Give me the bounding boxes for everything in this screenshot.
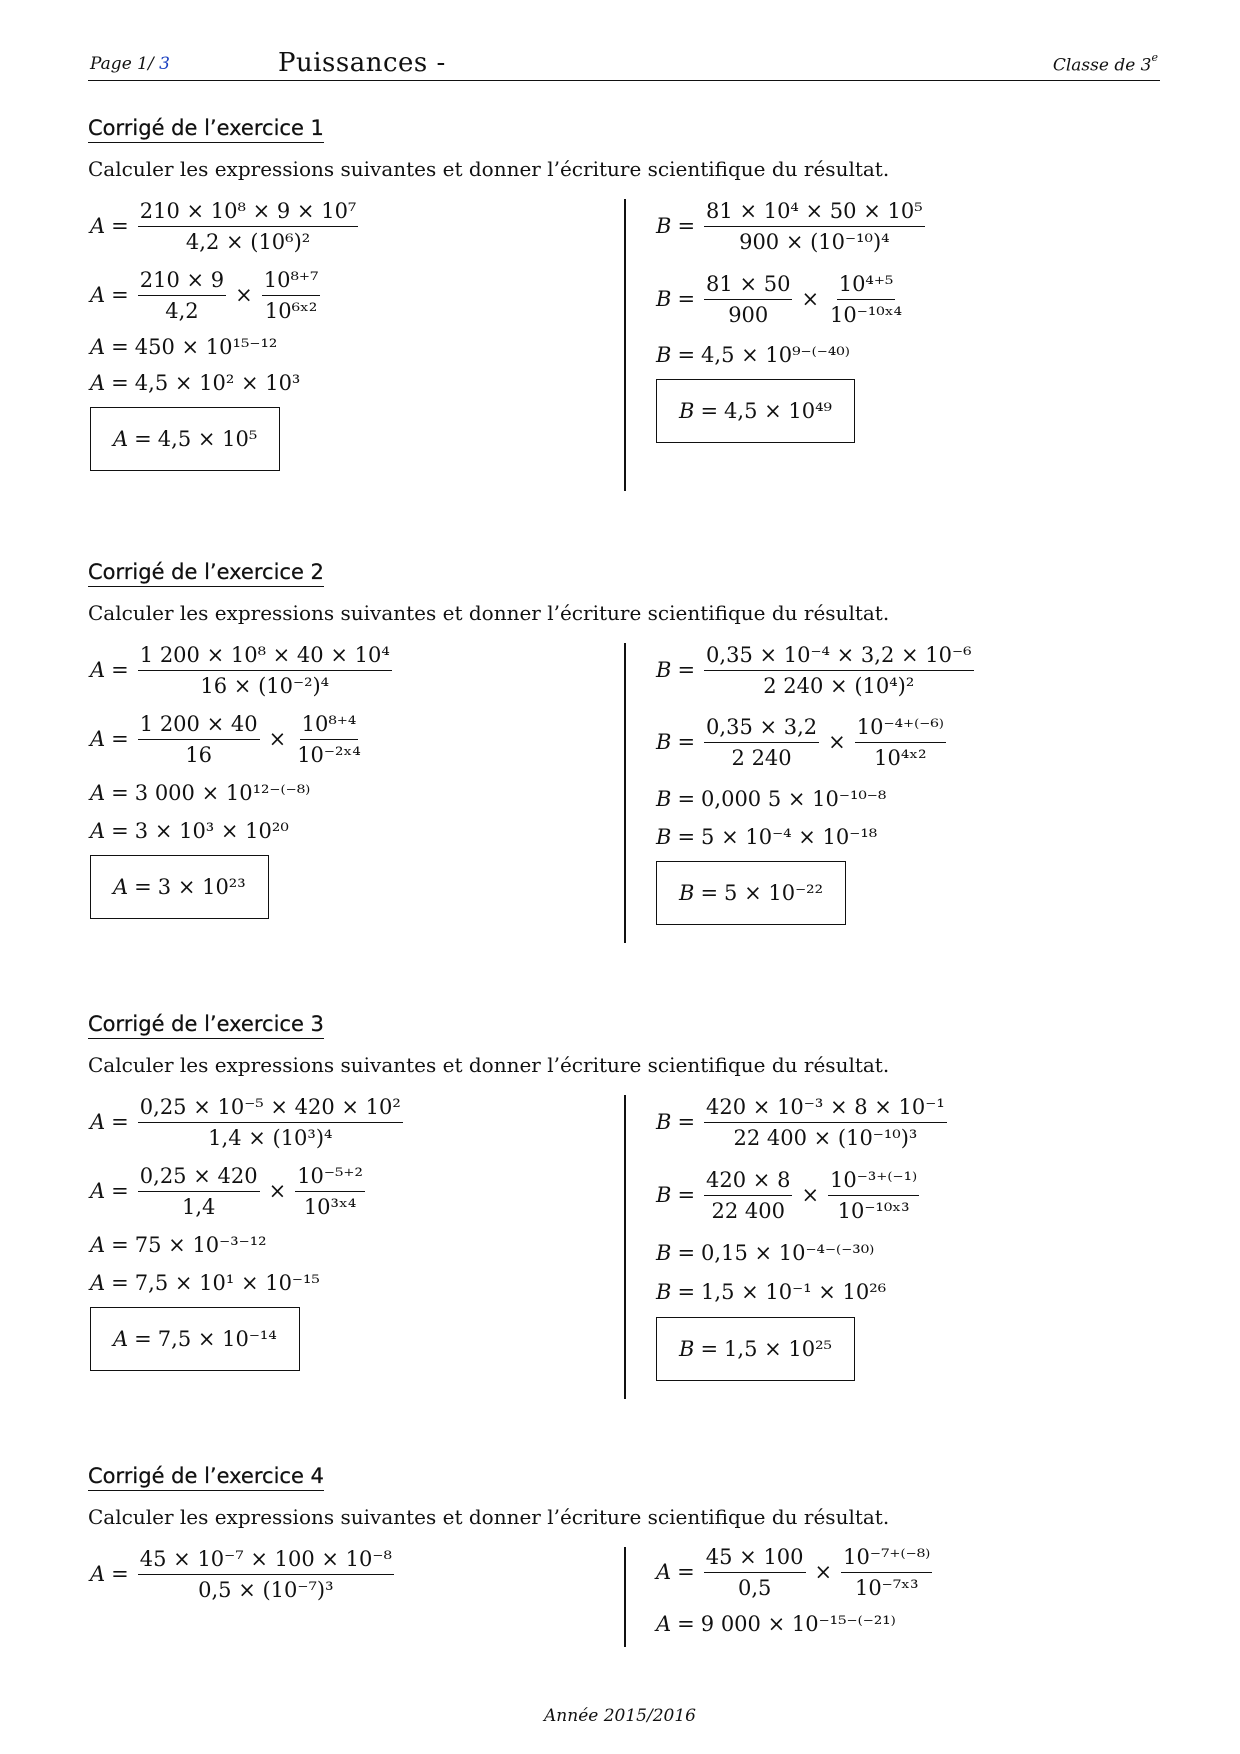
footer-year: Année 2015/2016: [544, 1706, 696, 1726]
left-column: A = $\frac{\text{1 200 × 10⁸ × 40 × 10⁴}}{\text{16 × (10⁻²)⁴}}$ A = $\frac{1 200 \times 40}{16}$ × $\frac{\text{10⁸⁺⁴}}{\text{10⁻²ˣ⁴}}$ A = 3 000 × 10¹²⁻⁽⁻⁸⁾ A = 3 × 10³ × 10²⁰ A = 3 × 10²³: [90, 635, 610, 919]
page-number: Page 1/ 3: [90, 54, 170, 74]
exercise-2: [88, 560, 1160, 905]
class-level: Classe de 3e: [1052, 51, 1158, 76]
document-title: Puissances -: [278, 48, 446, 78]
exercise-3: [88, 1012, 1160, 1361]
page-header: [88, 44, 1160, 81]
left-column: A = $\frac{\text{210 × 10⁸ × 9 × 10⁷}}{\text{4,2 × (10⁶)²}}$ A = $\frac{210 \times 9}{4,2}$ × $\frac{\text{10⁸⁺⁷}}{\text{10⁶ˣ²}}$ A = 450 × 10¹⁵⁻¹² A = 4,5 × 10² × 10³ A = 4,5 × 10⁵: [90, 191, 610, 471]
instruction: Calculer les expressions suivantes et donner l’écriture scientifique du résultat.: [88, 1505, 890, 1529]
left-column: A = $\frac{\text{45 × 10⁻⁷ × 100 × 10⁻⁸}}{\text{0,5 × (10⁻⁷)³}}$: [90, 1546, 392, 1602]
instruction: Calculer les expressions suivantes et donner l’écriture scientifique du résultat.: [88, 1053, 890, 1077]
right-column: A = $\frac{45 \times 100}{0,5}$ × $\frac{\text{10⁻⁷⁺⁽⁻⁸⁾}}{\text{10⁻⁷ˣ³}}$ A = 9 000 × 10⁻¹⁵⁻⁽⁻²¹⁾: [656, 1544, 931, 1636]
answer-box: A = 7,5 × 10⁻¹⁴: [90, 1307, 300, 1371]
exercise-1: [88, 116, 1160, 451]
exercise-title: Corrigé de l’exercice 2: [88, 560, 324, 587]
left-column: A = $\frac{\text{0,25 × 10⁻⁵ × 420 × 10²}}{\text{1,4 × (10³)⁴}}$ A = $\frac{0,25 \times 420}{1,4}$ × $\frac{\text{10⁻⁵⁺²}}{\text{10³ˣ⁴}}$ A = 75 × 10⁻³⁻¹² A = 7,5 × 10¹ × 10⁻¹⁵ A = 7,5 × 10⁻¹⁴: [90, 1087, 610, 1371]
right-column: B = $\frac{\text{420 × 10⁻³ × 8 × 10⁻¹}}{\text{22 400 × (10⁻¹⁰)³}}$ B = $\frac{420 \times 8}{22 400}$ × $\frac{\text{10⁻³⁺⁽⁻¹⁾}}{\text{10⁻¹⁰ˣ³}}$ B = 0,15 × 10⁻⁴⁻⁽⁻³⁰⁾ B = 1,5 × 10⁻¹ × 10²⁶ B = 1,5 × 10²⁵: [656, 1087, 1156, 1381]
exercise-4: [88, 1464, 1160, 1636]
column-divider: [624, 1547, 626, 1647]
exercise-title: Corrigé de l’exercice 1: [88, 116, 324, 143]
answer-box: B = 1,5 × 10²⁵: [656, 1317, 855, 1381]
right-column: B = $\frac{\text{81 × 10⁴ × 50 × 10⁵}}{\text{900 × (10⁻¹⁰)⁴}}$ B = $\frac{81 \times 50}{900}$ × $\frac{\text{10⁴⁺⁵}}{\text{10⁻¹⁰ˣ⁴}}$ B = 4,5 × 10⁹⁻⁽⁻⁴⁰⁾ B = 4,5 × 10⁴⁹: [656, 191, 1156, 443]
exercise-title: Corrigé de l’exercice 4: [88, 1464, 324, 1491]
page-total-link[interactable]: 3: [159, 54, 170, 74]
instruction: Calculer les expressions suivantes et donner l’écriture scientifique du résultat.: [88, 157, 890, 181]
answer-box: A = 4,5 × 10⁵: [90, 407, 280, 471]
column-divider: [624, 1095, 626, 1399]
answer-box: A = 3 × 10²³: [90, 855, 269, 919]
answer-box: B = 4,5 × 10⁴⁹: [656, 379, 855, 443]
answer-box: B = 5 × 10⁻²²: [656, 861, 846, 925]
exercise-title: Corrigé de l’exercice 3: [88, 1012, 324, 1039]
column-divider: [624, 643, 626, 943]
instruction: Calculer les expressions suivantes et donner l’écriture scientifique du résultat.: [88, 601, 890, 625]
column-divider: [624, 199, 626, 491]
right-column: B = $\frac{\text{0,35 × 10⁻⁴ × 3,2 × 10⁻⁶}}{\text{2 240 × (10⁴)²}}$ B = $\frac{0,35 \times 3,2}{2 240}$ × $\frac{\text{10⁻⁴⁺⁽⁻⁶⁾}}{\text{10⁴ˣ²}}$ B = 0,000 5 × 10⁻¹⁰⁻⁸ B = 5 × 10⁻⁴ × 10⁻¹⁸ B = 5 × 10⁻²²: [656, 635, 1156, 925]
